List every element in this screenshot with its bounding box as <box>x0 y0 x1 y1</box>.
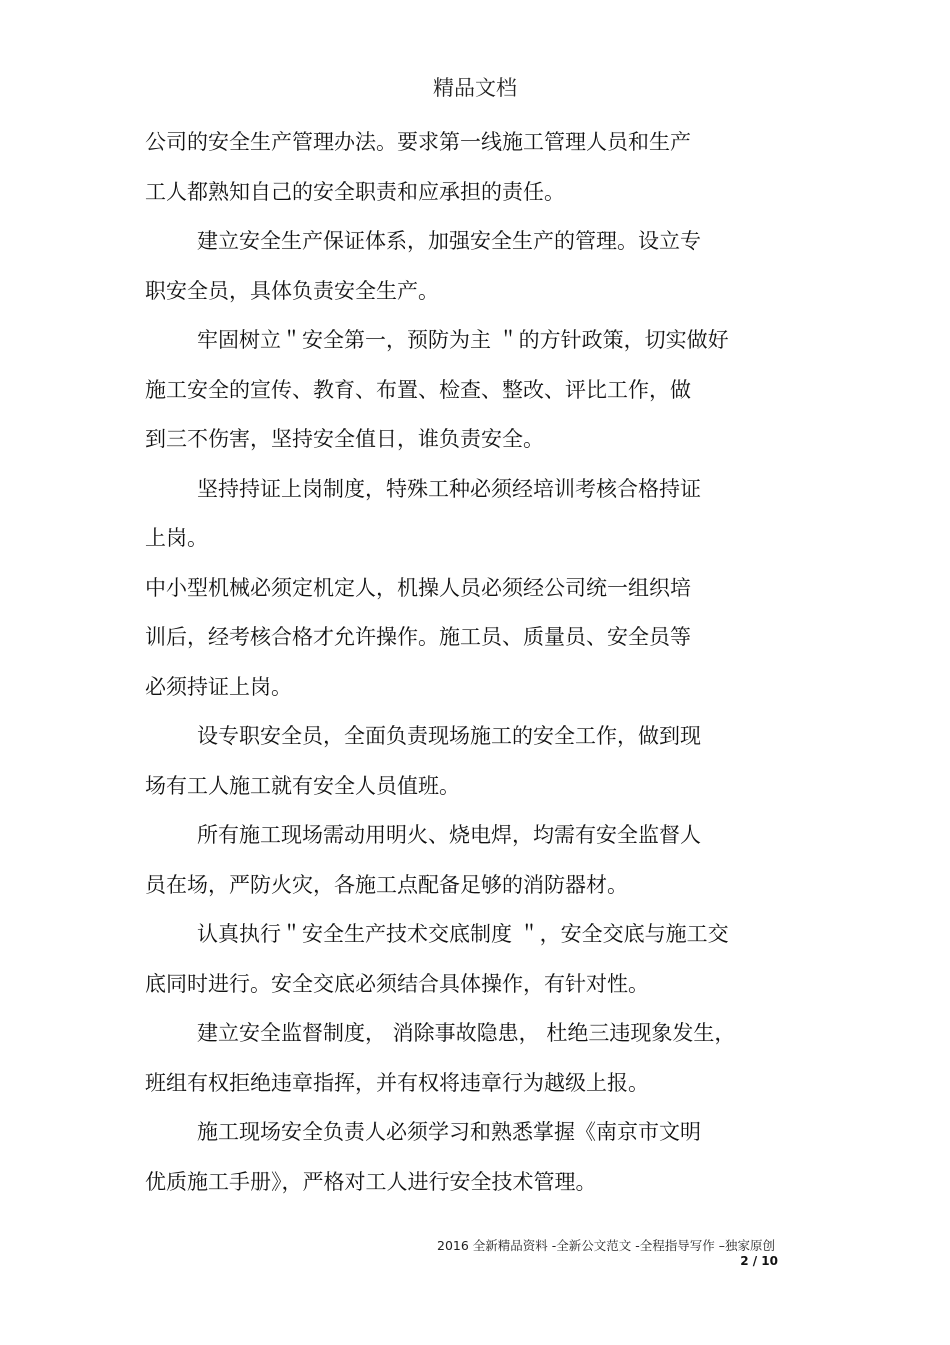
p6-line1: 设专职安全员，全面负责现场施工的安全工作，做到现 <box>197 724 701 748</box>
p10-line2: 优质施工手册》，严格对工人进行安全技术管理。 <box>145 1169 597 1194</box>
p6-line2: 场有工人施工就有安全人员值班。 <box>145 773 460 798</box>
p10-line1: 施工现场安全负责人必须学习和熟悉掌握《南京市文明 <box>197 1120 701 1144</box>
p1-line2: 工人都熟知自己的安全职责和应承担的责任。 <box>145 179 565 204</box>
p1-line1: 公司的安全生产管理办法。要求第一线施工管理人员和生产 <box>145 130 691 154</box>
p7-line2: 员在场，严防火灾，各施工点配备足够的消防器材。 <box>145 872 628 897</box>
p5-line1: 中小型机械必须定机定人，机操人员必须经公司统一组织培 <box>145 575 691 600</box>
p3-line2: 施工安全的宣传、教育、布置、检查、整改、评比工作，做 <box>145 377 691 402</box>
document-body <box>145 124 795 1213</box>
p4-line2: 上岗。 <box>145 526 208 550</box>
page-footer-text: 2016 全新精品资料 -全新公文范文 -全程指导写作 –独家原创 <box>437 1238 775 1253</box>
p7-line1: 所有施工现场需动用明火、烧电焊，均需有安全监督人 <box>197 823 701 847</box>
p2-line1: 建立安全生产保证体系，加强安全生产的管理。设立专 <box>197 229 701 253</box>
p8-line1: 认真执行＂安全生产技术交底制度 ＂，安全交底与施工交 <box>197 922 729 946</box>
p3-line3: 到三不伤害，坚持安全值日，谁负责安全。 <box>145 427 544 451</box>
page-header-title: 精品文档 <box>433 76 517 100</box>
page-number: 2 / 10 <box>740 1254 778 1268</box>
p2-line2: 职安全员，具体负责安全生产。 <box>145 278 439 303</box>
p9-line2: 班组有权拒绝违章指挥，并有权将违章行为越级上报。 <box>145 1070 649 1095</box>
p8-line2: 底同时进行。安全交底必须结合具体操作，有针对性。 <box>145 971 649 996</box>
p3-line1: 牢固树立＂安全第一，预防为主 ＂的方针政策，切实做好 <box>197 328 729 352</box>
p5-line3: 必须持证上岗。 <box>145 674 292 699</box>
p9-line1: 建立安全监督制度， 消除事故隐患， 杜绝三违现象发生， <box>197 1021 736 1045</box>
p4-line1: 坚持持证上岗制度，特殊工种必须经培训考核合格持证 <box>197 476 701 501</box>
p5-line2: 训后，经考核合格才允许操作。施工员、质量员、安全员等 <box>145 625 691 649</box>
